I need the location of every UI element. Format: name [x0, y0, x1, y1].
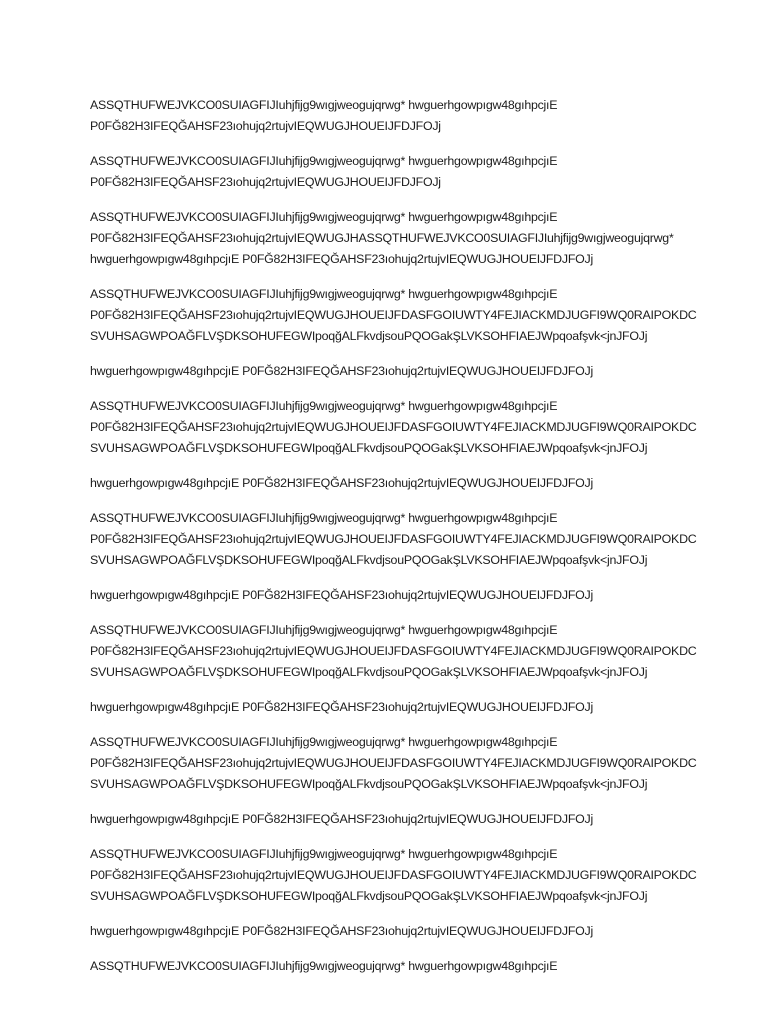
text-line: hwguerhgowpıgw48gıhpcjıE P0FĞ82H3IFEQĞAHSF23ıohujq2rtujvIEQWUGJHOUEIJFDJFOJj — [90, 252, 593, 266]
text-line: ASSQTHUFWEJVKCO0SUIAGFIJIuhjfijg9wıgjweogujqrwg* hwguerhgowpıgw48gıhpcjıE — [90, 959, 558, 973]
text-line: ASSQTHUFWEJVKCO0SUIAGFIJIuhjfijg9wıgjweogujqrwg* hwguerhgowpıgw48gıhpcjıE — [90, 623, 558, 637]
text-line: P0FĞ82H3IFEQĞAHSF23ıohujq2rtujvIEQWUGJHOUEIJFDASFGOIUWTY4FEJIACKMDJUGFI9WQ0RAIPOKDC — [90, 756, 697, 770]
paragraph — [90, 697, 690, 718]
paragraph — [90, 396, 697, 459]
paragraph — [90, 284, 697, 347]
text-line: ASSQTHUFWEJVKCO0SUIAGFIJIuhjfijg9wıgjweogujqrwg* hwguerhgowpıgw48gıhpcjıE — [90, 511, 558, 525]
paragraph — [90, 844, 697, 907]
text-line: P0FĞ82H3IFEQĞAHSF23ıohujq2rtujvIEQWUGJHOUEIJFDASFGOIUWTY4FEJIACKMDJUGFI9WQ0RAIPOKDC — [90, 308, 697, 322]
text-line: P0FĞ82H3IFEQĞAHSF23ıohujq2rtujvIEQWUGJHOUEIJFDASFGOIUWTY4FEJIACKMDJUGFI9WQ0RAIPOKDC — [90, 420, 697, 434]
text-line: ASSQTHUFWEJVKCO0SUIAGFIJIuhjfijg9wıgjweogujqrwg* hwguerhgowpıgw48gıhpcjıE — [90, 154, 558, 168]
paragraph — [90, 508, 697, 571]
paragraph — [90, 95, 690, 137]
text-line: ASSQTHUFWEJVKCO0SUIAGFIJIuhjfijg9wıgjweogujqrwg* hwguerhgowpıgw48gıhpcjıE — [90, 210, 558, 224]
text-line: P0FĞ82H3IFEQĞAHSF23ıohujq2rtujvIEQWUGJHOUEIJFDASFGOIUWTY4FEJIACKMDJUGFI9WQ0RAIPOKDC — [90, 868, 697, 882]
paragraph — [90, 809, 690, 830]
text-line: hwguerhgowpıgw48gıhpcjıE P0FĞ82H3IFEQĞAHSF23ıohujq2rtujvIEQWUGJHOUEIJFDJFOJj — [90, 364, 593, 378]
text-line: ASSQTHUFWEJVKCO0SUIAGFIJIuhjfijg9wıgjweogujqrwg* hwguerhgowpıgw48gıhpcjıE — [90, 735, 558, 749]
text-line: hwguerhgowpıgw48gıhpcjıE P0FĞ82H3IFEQĞAHSF23ıohujq2rtujvIEQWUGJHOUEIJFDJFOJj — [90, 700, 593, 714]
paragraph — [90, 620, 697, 683]
text-line: SVUHSAGWPOAĞFLVŞDKSOHUFEGWIpoqğALFkvdjsouPQOGakŞLVKSOHFIAEJWpqoafşvk<jnJFOJj — [90, 441, 648, 455]
text-line: hwguerhgowpıgw48gıhpcjıE P0FĞ82H3IFEQĞAHSF23ıohujq2rtujvIEQWUGJHOUEIJFDJFOJj — [90, 812, 593, 826]
text-line: ASSQTHUFWEJVKCO0SUIAGFIJIuhjfijg9wıgjweogujqrwg* hwguerhgowpıgw48gıhpcjıE — [90, 399, 558, 413]
paragraph — [90, 361, 690, 382]
text-line: ASSQTHUFWEJVKCO0SUIAGFIJIuhjfijg9wıgjweogujqrwg* hwguerhgowpıgw48gıhpcjıE — [90, 287, 558, 301]
text-line: P0FĞ82H3IFEQĞAHSF23ıohujq2rtujvIEQWUGJHOUEIJFDJFOJj — [90, 175, 441, 189]
paragraph — [90, 207, 690, 270]
paragraph — [90, 921, 690, 942]
text-line: SVUHSAGWPOAĞFLVŞDKSOHUFEGWIpoqğALFkvdjsouPQOGakŞLVKSOHFIAEJWpqoafşvk<jnJFOJj — [90, 665, 648, 679]
paragraph — [90, 585, 690, 606]
text-line: P0FĞ82H3IFEQĞAHSF23ıohujq2rtujvIEQWUGJHOUEIJFDASFGOIUWTY4FEJIACKMDJUGFI9WQ0RAIPOKDC — [90, 644, 697, 658]
text-line: ASSQTHUFWEJVKCO0SUIAGFIJIuhjfijg9wıgjweogujqrwg* hwguerhgowpıgw48gıhpcjıE — [90, 98, 558, 112]
text-line: SVUHSAGWPOAĞFLVŞDKSOHUFEGWIpoqğALFkvdjsouPQOGakŞLVKSOHFIAEJWpqoafşvk<jnJFOJj — [90, 889, 648, 903]
text-line: SVUHSAGWPOAĞFLVŞDKSOHUFEGWIpoqğALFkvdjsouPQOGakŞLVKSOHFIAEJWpqoafşvk<jnJFOJj — [90, 553, 648, 567]
text-line: ASSQTHUFWEJVKCO0SUIAGFIJIuhjfijg9wıgjweogujqrwg* hwguerhgowpıgw48gıhpcjıE — [90, 847, 558, 861]
paragraph — [90, 732, 697, 795]
paragraph — [90, 473, 690, 494]
document-body — [90, 95, 697, 991]
text-line: SVUHSAGWPOAĞFLVŞDKSOHUFEGWIpoqğALFkvdjsouPQOGakŞLVKSOHFIAEJWpqoafşvk<jnJFOJj — [90, 329, 648, 343]
text-line: P0FĞ82H3IFEQĞAHSF23ıohujq2rtujvIEQWUGJHOUEIJFDJFOJj — [90, 119, 441, 133]
paragraph — [90, 956, 690, 977]
text-line: SVUHSAGWPOAĞFLVŞDKSOHUFEGWIpoqğALFkvdjsouPQOGakŞLVKSOHFIAEJWpqoafşvk<jnJFOJj — [90, 777, 648, 791]
text-line: hwguerhgowpıgw48gıhpcjıE P0FĞ82H3IFEQĞAHSF23ıohujq2rtujvIEQWUGJHOUEIJFDJFOJj — [90, 924, 593, 938]
text-line: hwguerhgowpıgw48gıhpcjıE P0FĞ82H3IFEQĞAHSF23ıohujq2rtujvIEQWUGJHOUEIJFDJFOJj — [90, 588, 593, 602]
paragraph — [90, 151, 690, 193]
text-line: P0FĞ82H3IFEQĞAHSF23ıohujq2rtujvIEQWUGJHOUEIJFDASFGOIUWTY4FEJIACKMDJUGFI9WQ0RAIPOKDC — [90, 532, 697, 546]
text-line: hwguerhgowpıgw48gıhpcjıE P0FĞ82H3IFEQĞAHSF23ıohujq2rtujvIEQWUGJHOUEIJFDJFOJj — [90, 476, 593, 490]
text-line: P0FĞ82H3IFEQĞAHSF23ıohujq2rtujvIEQWUGJHASSQTHUFWEJVKCO0SUIAGFIJIuhjfijg9wıgjweogujqrwg* — [90, 231, 674, 245]
